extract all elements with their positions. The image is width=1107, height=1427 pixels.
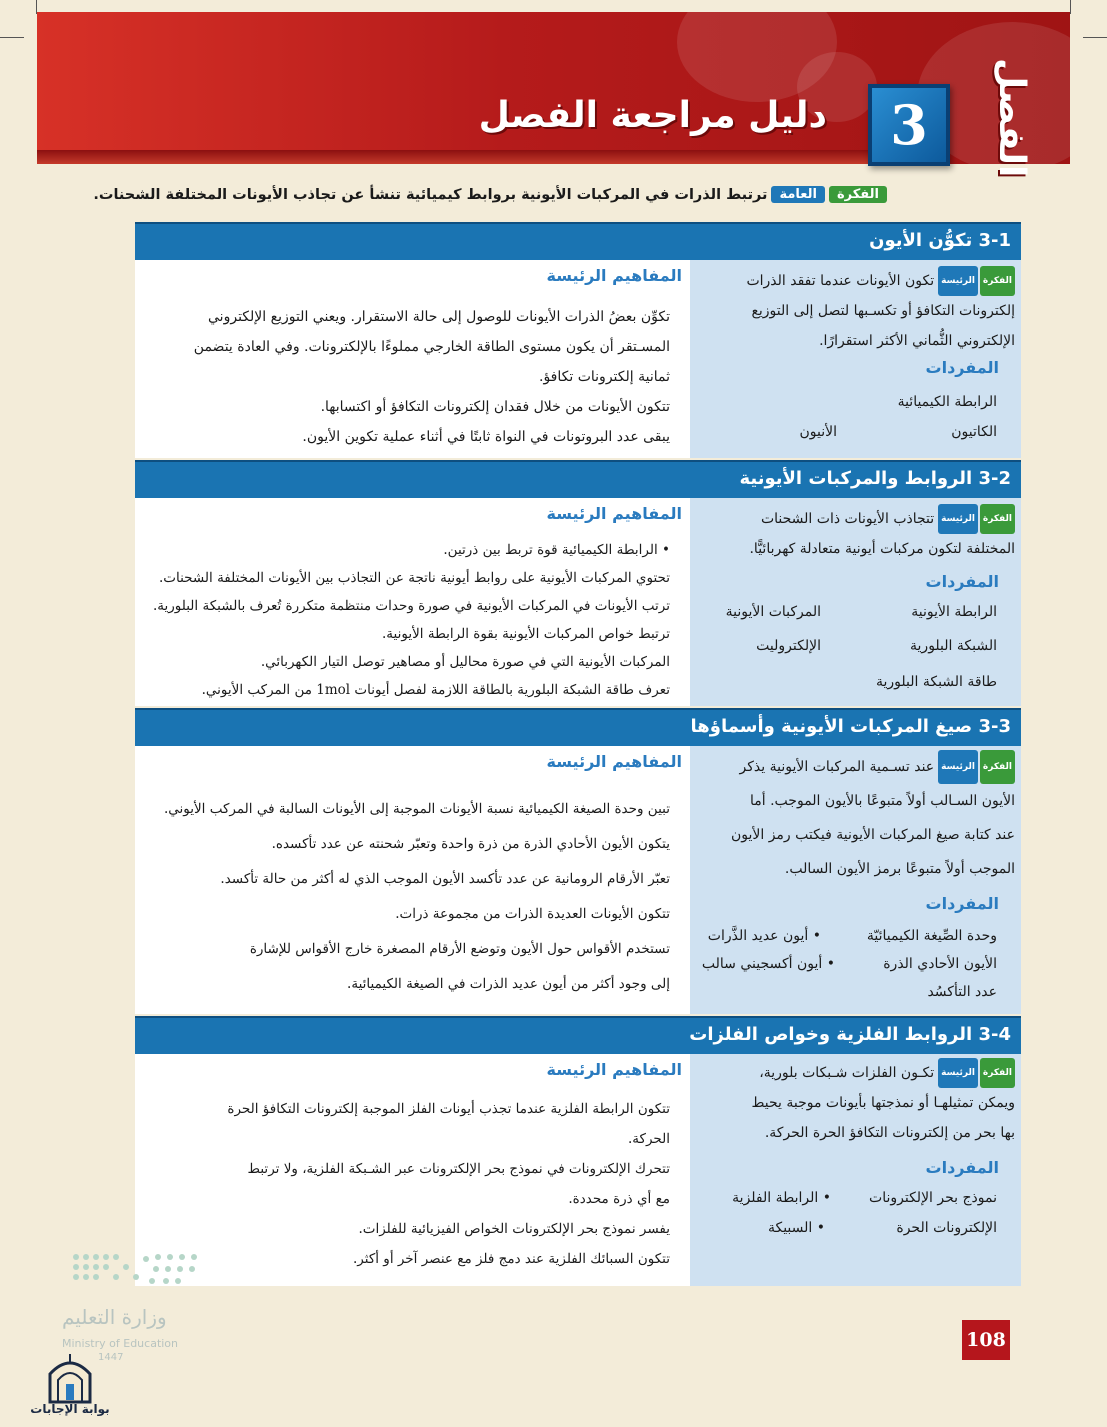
ministry-name-en: Ministry of Education [62,1337,179,1350]
key-concepts-panel-3-4 [135,1054,690,1286]
section-title: 3-3 صيغ المركبات الأيونية وأسماؤها [690,716,1011,737]
vocab-term: الرابطة الكيميائية [897,394,997,410]
main-idea-text: الفكرة الرئيسة تكون الأيونات عندما تفقد الذرات إلكترونات التكافؤ أو تكسـبها لتصل إلى التوزيع الإلكتروني الثُّماني الأكثر استقرارًا. [694,266,1015,356]
chapter-number: 3 [890,93,928,157]
chapter-label: الفصل [991,58,1032,178]
key-concepts-heading: المفاهيم الرئيسة [546,504,682,523]
big-idea-text: ترتبط الذرات في المركبات الأيونية بروابط كيميائية تنشأ عن تجاذب الأيونات المختلفة الشحنات. [93,186,768,203]
vocab-term: نموذج بحر الإلكترونات [869,1190,997,1206]
main-idea-text: الفكرة الرئيسة عند تسـمية المركبات الأيونية يذكر الأيون السـالب أولاً متبوعًا بالأيون الموجب. أما عند كتابة صيغ المركبات الأيونية فيكتب رمز الأيون الموجب أولاً متبوعًا برمز الأيون السالب. [694,750,1015,886]
vocab-term: • أيون عديد الذَّرات [707,928,821,944]
vocab-term: • أيون أكسجيني سالب [701,956,835,972]
key-concepts-text: تتكون الرابطة الفلزية عندما تجذب أيونات الفلز الموجبة إلكترونات التكافؤ الحرة الحركة. تتحرك الإلكترونات في نموذج بحر الإلكترونات عبر الشـبكة الفلزية، ولا ترتبط مع أي ذرة محددة. يفسر نموذج بحر الإلكترونات الخواص الفيزيائية للفلزات. تتكون السبائك الفلزية عند دمج فلز مع عنصر آخر أو أكثر. [227,1101,670,1267]
general-tag: العامة [771,186,825,203]
section-header-3-1 [135,222,1021,260]
section-header-3-2 [135,460,1021,498]
section-header-3-3 [135,708,1021,746]
section-title: 3-1 تكوُّن الأيون [869,230,1011,251]
key-concepts-panel-3-1 [135,260,690,458]
key-concepts-heading: المفاهيم الرئيسة [546,266,682,285]
key-concepts-text: تبين وحدة الصيغة الكيميائية نسبة الأيونات الموجبة إلى الأيونات السالبة في المركب الأيوني. يتكون الأيون الأحادي الذرة من ذرة واحدة وتعبّر شحنته عن عدد تأكسده. تعبّر الأرقام الرومانية عن عدد تأكسد الأيون الموجب الذي له أكثر من حالة تأكسد. تتكون الأيونات العديدة الذرات من مجموعة ذرات. تستخدم الأقواس حول الأيون وتوضع الأرقام المصغرة خارج الأقواس للإشارة إلى وجود أكثر من أيون عديد الذرات في الصيغة الكيميائية. [163,801,670,992]
page-title: دليل مراجعة الفصل [478,95,827,136]
crop-mark [1083,37,1107,38]
main-idea-panel-3-4 [690,1054,1021,1286]
big-idea-tag: الفكرة [829,186,887,203]
ministry-year: 1447 [98,1352,124,1363]
key-concepts-text: تكوِّن بعضُ الذرات الأيونات للوصول إلى حالة الاستقرار. ويعني التوزيع الإلكتروني المسـتقر أن يكون مستوى الطاقة الخارجي مملوءًا بالإلكترونات. وفي العادة يتضمن ثمانية إلكترونات تكافؤ. تتكون الأيونات من خلال فقدان إلكترونات التكافؤ أو اكتسابها. يبقى عدد البروتونات في النواة ثابتًا في أثناء عملية تكوين الأيون. [193,309,670,445]
vocab-term: المركبات الأيونية [725,604,821,620]
section-title: 3-2 الروابط والمركبات الأيونية [739,468,1011,489]
chapter-number-box [868,84,950,166]
vocab-term: الكاتيون [951,424,997,440]
main-idea-text: الفكرة الرئيسة تكـون الفلزات شـبكات بلورية، ويمكن تمثيلهـا أو نمذجتها بأيونات موجبة يحيط بها بحر من إلكترونات التكافؤ الحرة الحركة. [694,1058,1015,1148]
vocab-term: الإلكترونات الحرة [896,1220,997,1236]
answers-portal-logo [30,1350,110,1420]
key-concepts-panel-3-3 [135,746,690,1014]
header-shadow [37,150,877,164]
mosque-icon [30,1350,110,1404]
section-header-3-4 [135,1016,1021,1054]
answers-portal-label: بوابة الإجابات [30,1402,110,1416]
vocabulary-heading: المفردات [925,894,999,913]
big-idea [93,186,887,203]
main-idea-panel-3-1 [690,260,1021,458]
section-title: 3-4 الروابط الفلزية وخواص الفلزات [689,1024,1011,1045]
ministry-name-ar: وزارة التعليم [62,1305,167,1329]
vocab-term: • السبيكة [767,1220,825,1236]
crop-mark [0,37,24,38]
page-number: 108 [962,1320,1010,1360]
crop-mark [1070,0,1071,14]
ministry-dots-icon [66,1245,206,1295]
vocab-term: الإلكتروليت [756,638,821,654]
vocabulary-heading: المفردات [925,572,999,591]
key-concepts-text: • الرابطة الكيميائية قوة تربط بين ذرتين. تحتوي المركبات الأيونية على روابط أيونية ناتجة عن التجاذب بين الأيونات المختلفة الشحنات. ترتب الأيونات في المركبات الأيونية في صورة وحدات منتظمة متكررة تُعرف بالشبكة البلورية. ترتبط خواص المركبات الأيونية بقوة الرابطة الأيونية. المركبات الأيونية التي في صورة محاليل أو مصاهير توصل التيار الكهربائي. تعرف طاقة الشبكة البلورية بالطاقة اللازمة لفصل أيونات 1mol من المركب الأيوني. [152,542,670,698]
main-idea-text: الفكرة الرئيسة تتجاذب الأيونات ذات الشحنات المختلفة لتكون مركبات أيونية متعادلة كهربائيًّا. [694,504,1015,564]
vocab-term: • الرابطة الفلزية [732,1190,831,1206]
vocab-term: الرابطة الأيونية [911,604,997,620]
vocabulary-heading: المفردات [925,1158,999,1177]
vocab-term: الأيون الأحادي الذرة [883,956,997,972]
vocab-term: وحدة الصِّيغة الكيميائيّة [866,928,997,944]
main-idea-panel-3-2 [690,498,1021,706]
vocab-term: عدد التأكسُد [927,984,997,1000]
key-concepts-heading: المفاهيم الرئيسة [546,752,682,771]
main-idea-panel-3-3 [690,746,1021,1014]
vocab-term: الأنيون [799,424,837,440]
vocab-term: طاقة الشبكة البلورية [875,674,997,690]
vocabulary-heading: المفردات [925,358,999,377]
key-concepts-heading: المفاهيم الرئيسة [546,1060,682,1079]
key-concepts-panel-3-2 [135,498,690,706]
vocab-term: الشبكة البلورية [910,638,997,654]
